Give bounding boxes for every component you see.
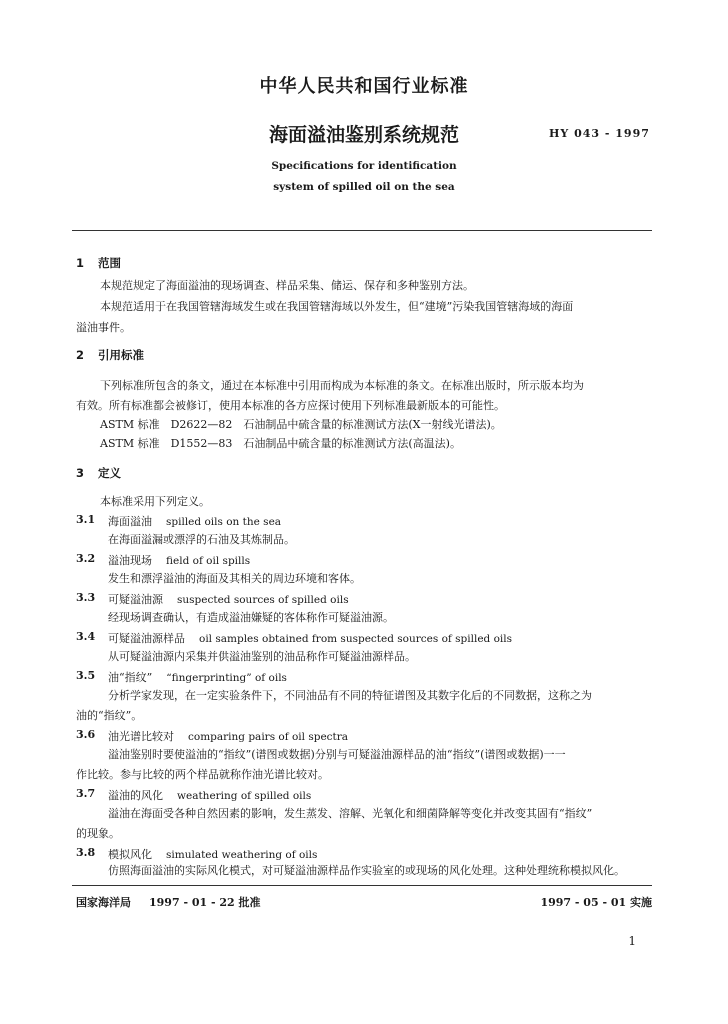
implementation-line (540, 894, 652, 910)
definition-text: 从可疑溢油源内采集并供溢油鉴别的油品称作可疑溢油源样品。 (108, 650, 416, 663)
definition-term: 可疑溢油源 suspected sources of spilled oils (108, 593, 349, 606)
definition-text: 发生和漂浮溢油的海面及其相关的周边环境和客体。 (108, 572, 361, 585)
footer-divider (72, 885, 652, 886)
paragraph: 本规范适用于在我国管辖海域发生或在我国管辖海域以外发生，但“建境”污染我国管辖海域的海面 (100, 300, 574, 313)
english-title-line-1: Specifications for identification (271, 160, 457, 172)
english-title-line-2: system of spilled oil on the sea (273, 181, 455, 193)
section-number: 1 (76, 256, 85, 270)
approval-line (76, 894, 261, 910)
definition-text: 经现场调查确认，有造成溢油嫌疑的客体称作可疑溢油源。 (108, 611, 394, 624)
definition-text: 溢油在海面受各种自然因素的影响，发生蒸发、溶解、光氧化和细菌降解等变化并改变其固有“指纹” (108, 807, 593, 820)
definition-text: 在海面溢漏或漂浮的石油及其炼制品。 (108, 533, 295, 546)
standard-code: HY 043 - 1997 (549, 127, 650, 140)
section-number: 2 (76, 348, 85, 362)
standard-category: 中华人民共和国行业标准 (259, 76, 469, 97)
section-title: 定义 (98, 466, 121, 480)
definition-text: 的现象。 (76, 827, 120, 840)
paragraph: 本标准采用下列定义。 (100, 495, 210, 508)
section-title: 范围 (98, 256, 121, 270)
definition-number: 3.2 (76, 552, 96, 565)
section-2-heading (76, 347, 144, 363)
definition-text: 分析学家发现，在一定实验条件下，不同油品有不同的特征谱图及其数字化后的不同数据，这称之为 (108, 689, 592, 702)
definition-term: 溢油的风化 weathering of spilled oils (108, 789, 312, 802)
definition-term: 可疑溢油源样品 oil samples obtained from suspected sources of spilled oils (108, 632, 513, 645)
definition-text: 仿照海面溢油的实际风化模式，对可疑溢油源样品作实验室的或现场的风化处理。这种处理统称模拟风化。 (108, 864, 625, 877)
page-number: 1 (628, 934, 636, 948)
definition-text: 油的“指纹”。 (76, 709, 143, 722)
definition-number: 3.1 (76, 513, 96, 526)
definition-number: 3.8 (76, 846, 96, 859)
implementation-date: 1997 - 05 - 01 (540, 896, 627, 909)
header-divider (72, 230, 652, 231)
paragraph: 下列标准所包含的条文，通过在本标准中引用而构成为本标准的条文。在标准出版时，所示版本均为 (100, 379, 584, 392)
paragraph: 本规范规定了海面溢油的现场调查、样品采集、储运、保存和多种鉴别方法。 (100, 279, 474, 292)
paragraph: 溢油事件。 (76, 321, 131, 334)
definition-text: 作比较。参与比较的两个样品就称作油光谱比较对。 (76, 768, 329, 781)
definition-term: 海面溢油 spilled oils on the sea (108, 515, 282, 528)
definition-term: 溢油现场 field of oil spills (108, 554, 251, 567)
section-1-heading (76, 255, 121, 271)
reference-standard: ASTM 标准 D2622—82 石油制品中硫含量的标准测试方法(X一射线光谱法)。 (100, 418, 502, 431)
section-3-heading (76, 465, 121, 481)
implementation-label: 实施 (630, 896, 652, 909)
reference-standard: ASTM 标准 D1552—83 石油制品中硫含量的标准测试方法(高温法)。 (100, 437, 461, 450)
definition-number: 3.6 (76, 728, 96, 741)
definition-number: 3.3 (76, 591, 96, 604)
approve-label: 批准 (238, 896, 261, 909)
section-title: 引用标准 (98, 348, 144, 362)
definition-term: 模拟风化 simulated weathering of oils (108, 848, 318, 861)
definition-number: 3.4 (76, 630, 96, 643)
definition-number: 3.7 (76, 787, 96, 800)
issuer: 国家海洋局 (76, 896, 131, 909)
definition-text: 溢油鉴别时要使溢油的“指纹”(谱图或数据)分别与可疑溢油源样品的油“指纹”(谱图或数据)一一 (108, 748, 566, 761)
document-title: 海面溢油鉴别系统规范 (268, 124, 459, 146)
definition-number: 3.5 (76, 669, 96, 682)
paragraph: 有效。所有标准都会被修订，使用本标准的各方应探讨使用下列标准最新版本的可能性。 (76, 399, 505, 412)
section-number: 3 (76, 466, 85, 480)
definition-term: 油“指纹” “fingerprinting” of oils (108, 671, 287, 684)
definition-term: 油光谱比较对 comparing pairs of oil spectra (108, 730, 349, 743)
approve-date: 1997 - 01 - 22 (149, 896, 235, 909)
